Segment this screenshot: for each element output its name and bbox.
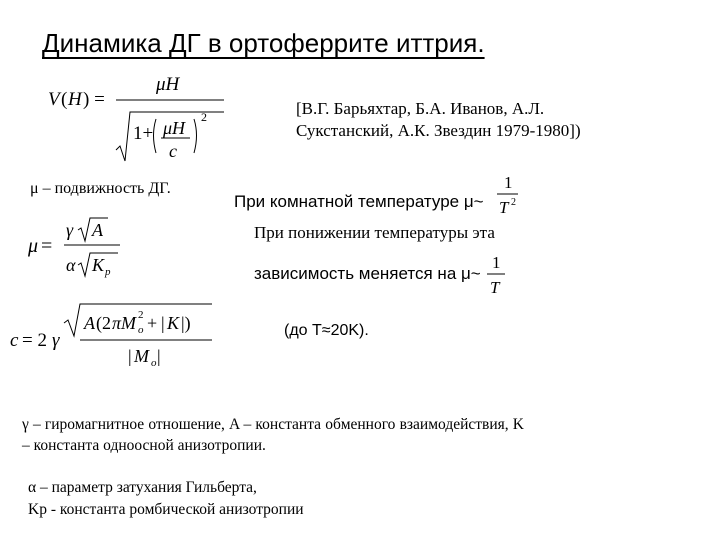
svg-text:H: H (68, 89, 82, 110)
svg-text:πM: πM (112, 313, 137, 333)
svg-text:μH: μH (163, 118, 186, 138)
svg-text:T: T (490, 278, 500, 297)
svg-text:2: 2 (201, 110, 207, 124)
svg-text:K: K (167, 313, 180, 333)
svg-text:(2: (2 (96, 313, 111, 333)
svg-text:o: o (151, 357, 157, 369)
svg-text:T: T (499, 198, 509, 217)
gilbert-damping-line: α – параметр затухания Гильберта, (28, 479, 257, 496)
svg-text:μ: μ (28, 235, 39, 257)
room-temperature-text: При комнатной температуре μ~ (234, 192, 484, 211)
svg-text:2: 2 (511, 197, 516, 208)
svg-text:K: K (92, 255, 105, 275)
lowering-temperature-line1: При понижении температуры эта (254, 223, 495, 242)
svg-text:1: 1 (492, 253, 501, 272)
svg-text:γ: γ (52, 330, 60, 351)
svg-text:|: | (128, 346, 132, 366)
slide-title: Динамика ДГ в ортоферрите иттрия. (42, 28, 485, 58)
svg-text:c: c (169, 141, 177, 161)
temperature-limit-note: (до T≈20K). (284, 322, 369, 339)
damping-anisotropy-notes (28, 477, 304, 521)
svg-text:μH: μH (156, 74, 180, 95)
mobility-definition: μ – подвижность ДГ. (30, 180, 171, 197)
rhombic-anisotropy-line: Kp - константа ромбической анизотропии (28, 501, 304, 518)
svg-text:|: | (157, 346, 161, 366)
svg-text:1+: 1+ (133, 123, 154, 144)
svg-text:A: A (92, 220, 103, 240)
svg-text:M: M (134, 346, 149, 366)
svg-text:=: = (41, 235, 53, 257)
svg-text:γ: γ (66, 220, 74, 240)
reference-citation: [В.Г. Барьяхтар, Б.А. Иванов, А.Л. Сукстанский, А.К. Звездин 1979-1980]) (296, 99, 581, 140)
svg-text:= 2: = 2 (22, 330, 47, 351)
mobility-formula (26, 214, 136, 284)
svg-text:2: 2 (138, 309, 144, 321)
svg-text:|: | (161, 313, 165, 333)
svg-text:p: p (105, 266, 111, 278)
svg-text:1: 1 (504, 173, 513, 192)
lowering-temperature-line2: зависимость меняется на μ~ (254, 264, 481, 283)
limiting-speed-formula (8, 298, 220, 372)
constants-description: γ – гиромагнитное отношение, A – константа обменного взаимодействия, K – константа одноосной анизотропии. (22, 416, 524, 454)
svg-text:|): |) (181, 313, 191, 333)
inverse-t-squared-fraction (494, 172, 524, 218)
svg-text:α: α (66, 255, 76, 275)
svg-text:) =: ) = (83, 89, 105, 110)
svg-text:o: o (138, 324, 144, 336)
svg-text:c: c (10, 330, 19, 351)
svg-text:(: ( (61, 89, 68, 110)
inverse-t-fraction (484, 252, 508, 298)
svg-text:V: V (48, 89, 60, 110)
velocity-formula (48, 72, 228, 164)
svg-text:+: + (147, 313, 158, 333)
svg-text:A: A (84, 313, 95, 333)
